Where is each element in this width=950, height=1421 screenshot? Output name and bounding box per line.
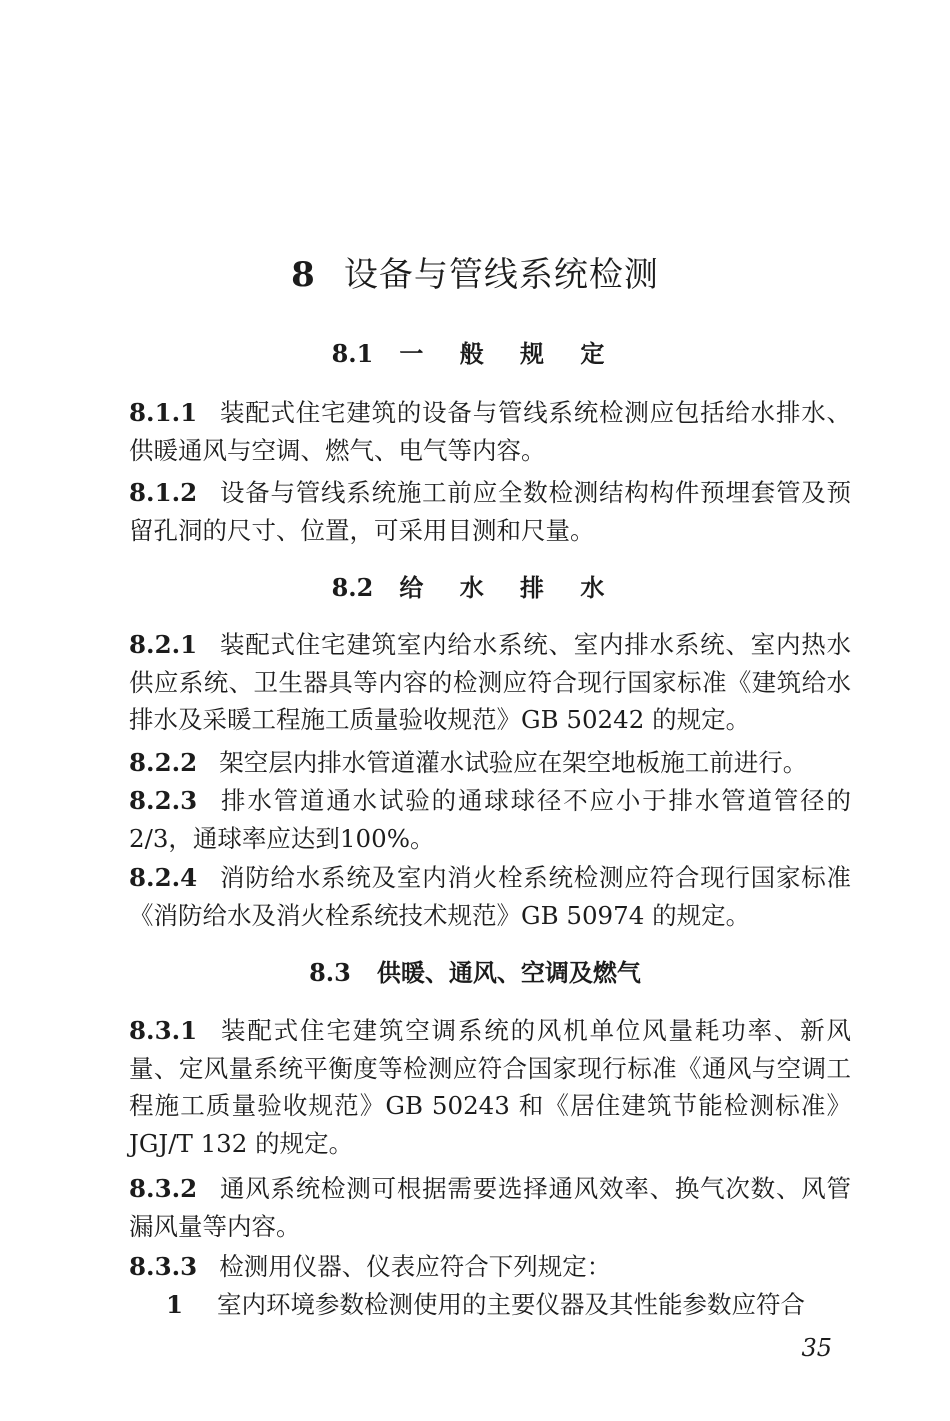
section-title-text: 一 般 规 定 bbox=[399, 340, 619, 368]
clause-number: 8.2.4 bbox=[129, 863, 198, 892]
item-text: 室内环境参数检测使用的主要仪器及其性能参数应符合 bbox=[217, 1290, 805, 1319]
clause-text: 通风系统检测可根据需要选择通风效率、换气次数、风管漏风量等内容。 bbox=[129, 1174, 851, 1241]
chapter-title-text: 设备与管线系统检测 bbox=[343, 255, 659, 295]
item-number: 1 bbox=[165, 1290, 183, 1319]
clause-8-1-1 bbox=[129, 394, 851, 469]
clause-text: 检测用仪器、仪表应符合下列规定： bbox=[219, 1252, 612, 1281]
clause-number: 8.3.1 bbox=[129, 1016, 198, 1045]
clause-text: 装配式住宅建筑的设备与管线系统检测应包括给水排水、供暖通风与空调、燃气、电气等内容。 bbox=[129, 398, 851, 465]
clause-text: 装配式住宅建筑室内给水系统、室内排水系统、室内热水供应系统、卫生器具等内容的检测应符合现行国家标准《建筑给水排水及采暖工程施工质量验收规范》GB 50242 的规定。 bbox=[129, 630, 851, 734]
section-number: 8.2 bbox=[331, 573, 374, 602]
clause-number: 8.2.2 bbox=[129, 748, 198, 777]
clause-8-2-3 bbox=[129, 782, 851, 857]
section-heading-8-1 bbox=[0, 334, 950, 374]
chapter-number: 8 bbox=[291, 255, 316, 295]
clause-number: 8.2.3 bbox=[129, 786, 198, 815]
clause-number: 8.1.2 bbox=[129, 478, 198, 507]
clause-8-3-1 bbox=[129, 1012, 851, 1162]
clause-8-3-3 bbox=[129, 1248, 851, 1286]
clause-8-2-2 bbox=[129, 744, 851, 782]
page-number: 35 bbox=[801, 1334, 832, 1362]
clause-8-3-2 bbox=[129, 1170, 851, 1245]
clause-number: 8.3.2 bbox=[129, 1174, 198, 1203]
section-number: 8.3 bbox=[309, 958, 351, 987]
clause-8-1-2 bbox=[129, 474, 851, 549]
section-title-text: 给 水 排 水 bbox=[399, 574, 619, 602]
chapter-title bbox=[0, 247, 950, 303]
section-heading-8-2 bbox=[0, 568, 950, 608]
clause-text: 架空层内排水管道灌水试验应在架空地板施工前进行。 bbox=[219, 748, 808, 777]
clause-number: 8.2.1 bbox=[129, 630, 198, 659]
clause-text: 设备与管线系统施工前应全数检测结构构件预埋套管及预留孔洞的尺寸、位置，可采用目测和尺量。 bbox=[129, 478, 851, 545]
clause-text: 装配式住宅建筑空调系统的风机单位风量耗功率、新风量、定风量系统平衡度等检测应符合国家现行标准《通风与空调工程施工质量验收规范》GB 50243 和《居住建筑节能检测标准》JGJ/T 132 的规定。 bbox=[129, 1016, 851, 1158]
clause-text: 消防给水系统及室内消火栓系统检测应符合现行国家标准《消防给水及消火栓系统技术规范》GB 50974 的规定。 bbox=[129, 863, 851, 930]
section-heading-8-3 bbox=[0, 953, 950, 993]
clause-8-2-4 bbox=[129, 859, 851, 934]
list-item-1 bbox=[129, 1286, 851, 1324]
clause-8-2-1 bbox=[129, 626, 851, 739]
section-number: 8.1 bbox=[331, 339, 374, 368]
clause-text: 排水管道通水试验的通球球径不应小于排水管道管径的2/3，通球率应达到100%。 bbox=[129, 786, 851, 853]
clause-number: 8.1.1 bbox=[129, 398, 198, 427]
section-title-text: 供暖、通风、空调及燃气 bbox=[376, 959, 641, 987]
clause-number: 8.3.3 bbox=[129, 1252, 198, 1281]
